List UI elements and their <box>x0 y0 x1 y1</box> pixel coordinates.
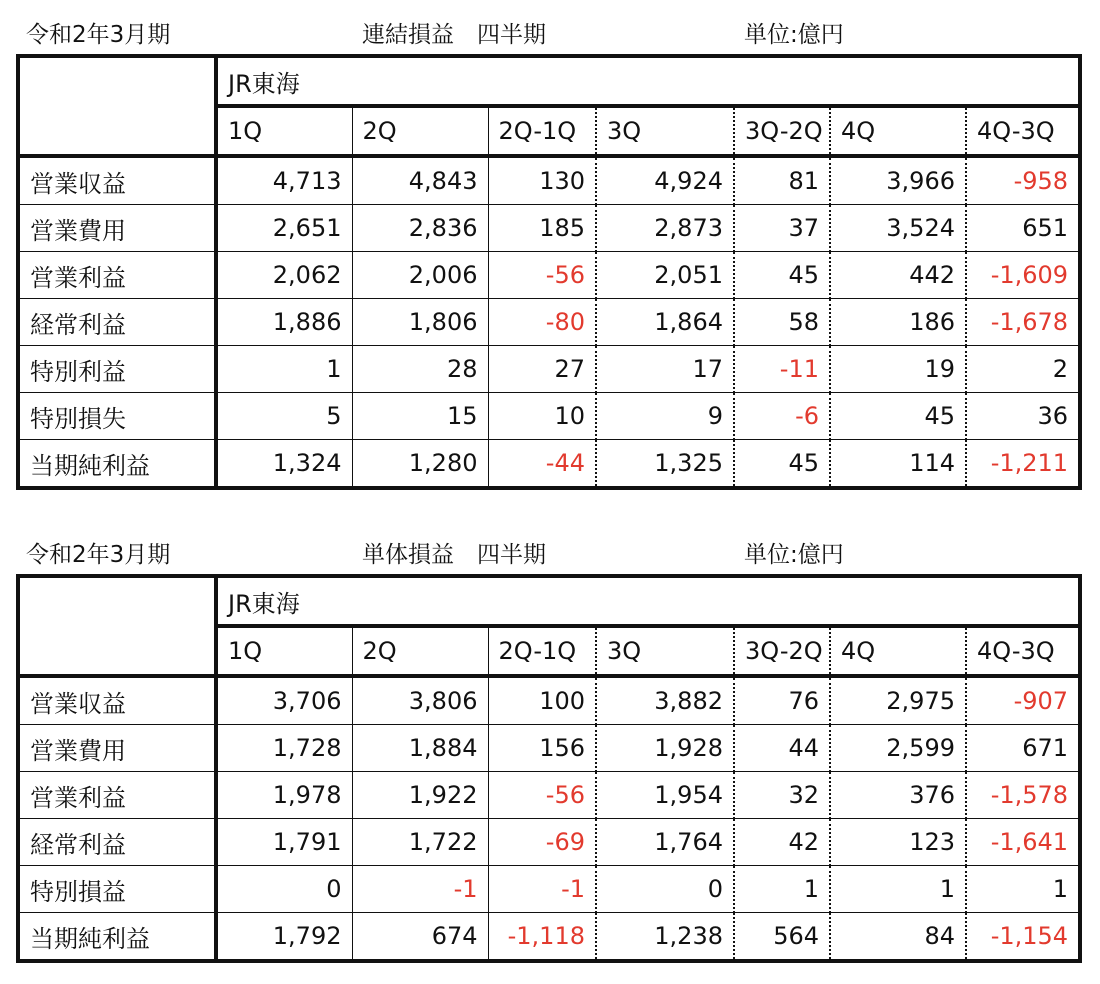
column-header: 1Q <box>216 626 352 676</box>
value-cell: -56 <box>488 772 596 819</box>
row-label: 営業収益 <box>18 156 216 205</box>
value-cell: 651 <box>966 205 1080 252</box>
corner-cell <box>18 56 216 156</box>
company-header-row <box>18 56 1080 106</box>
company-name: JR東海 <box>216 56 1080 106</box>
table-row <box>18 299 1080 346</box>
value-cell: 28 <box>352 346 488 393</box>
row-label: 営業費用 <box>18 205 216 252</box>
unit-label: 単位:億円 <box>744 542 844 568</box>
value-cell: -44 <box>488 440 596 489</box>
row-label: 営業収益 <box>18 676 216 725</box>
unit-label: 単位:億円 <box>744 22 844 48</box>
standalone-table <box>16 574 1082 963</box>
column-header: 1Q <box>216 106 352 156</box>
column-header: 3Q-2Q <box>734 106 830 156</box>
table-row <box>18 440 1080 489</box>
value-cell: 45 <box>734 440 830 489</box>
value-cell: 2 <box>966 346 1080 393</box>
value-cell: 84 <box>830 913 966 962</box>
value-cell: 4,924 <box>596 156 734 205</box>
company-header-row <box>18 576 1080 626</box>
table-row <box>18 205 1080 252</box>
fiscal-period: 令和2年3月期 <box>26 542 171 568</box>
value-cell: -1 <box>488 866 596 913</box>
value-cell: 81 <box>734 156 830 205</box>
row-label: 特別利益 <box>18 346 216 393</box>
column-header: 4Q-3Q <box>966 626 1080 676</box>
value-cell: 1,792 <box>216 913 352 962</box>
value-cell: 58 <box>734 299 830 346</box>
value-cell: 2,051 <box>596 252 734 299</box>
value-cell: 1,886 <box>216 299 352 346</box>
column-header: 3Q <box>596 626 734 676</box>
row-label: 営業利益 <box>18 252 216 299</box>
value-cell: 1 <box>966 866 1080 913</box>
column-header: 2Q-1Q <box>488 106 596 156</box>
value-cell: 17 <box>596 346 734 393</box>
value-cell: 1 <box>216 346 352 393</box>
value-cell: 186 <box>830 299 966 346</box>
value-cell: 1,324 <box>216 440 352 489</box>
value-cell: 19 <box>830 346 966 393</box>
value-cell: -1,118 <box>488 913 596 962</box>
value-cell: 1,728 <box>216 725 352 772</box>
standalone-section <box>16 534 1078 963</box>
value-cell: 2,651 <box>216 205 352 252</box>
value-cell: 1,864 <box>596 299 734 346</box>
value-cell: 1,884 <box>352 725 488 772</box>
value-cell: -1,641 <box>966 819 1080 866</box>
value-cell: 32 <box>734 772 830 819</box>
value-cell: 2,836 <box>352 205 488 252</box>
value-cell: 4,713 <box>216 156 352 205</box>
value-cell: 2,873 <box>596 205 734 252</box>
row-label: 特別損失 <box>18 393 216 440</box>
value-cell: 4,843 <box>352 156 488 205</box>
value-cell: -1,154 <box>990 922 1069 950</box>
value-cell: -1,578 <box>966 772 1080 819</box>
company-name: JR東海 <box>216 576 1080 626</box>
value-cell: 114 <box>830 440 966 489</box>
value-cell: 2,062 <box>216 252 352 299</box>
value-cell: 0 <box>216 866 352 913</box>
value-cell: -80 <box>488 299 596 346</box>
value-cell: 0 <box>596 866 734 913</box>
value-cell: 376 <box>830 772 966 819</box>
value-cell: 5 <box>216 393 352 440</box>
table-header-line <box>16 14 1078 54</box>
table-row <box>18 393 1080 440</box>
table-row <box>18 866 1080 913</box>
value-cell: -1,609 <box>966 252 1080 299</box>
value-cell: 2,975 <box>830 676 966 725</box>
value-cell: 27 <box>488 346 596 393</box>
column-header: 4Q-3Q <box>966 106 1080 156</box>
value-cell: 156 <box>488 725 596 772</box>
table-row <box>18 676 1080 725</box>
value-cell: 15 <box>352 393 488 440</box>
value-cell: 2,599 <box>830 725 966 772</box>
value-cell: 1,806 <box>352 299 488 346</box>
value-cell: 10 <box>488 393 596 440</box>
table-row <box>18 725 1080 772</box>
table-title: 連結損益 四半期 <box>362 22 546 48</box>
value-cell: 45 <box>830 393 966 440</box>
value-cell: 1,280 <box>352 440 488 489</box>
value-cell: 3,706 <box>216 676 352 725</box>
value-cell: 45 <box>734 252 830 299</box>
value-cell: -56 <box>488 252 596 299</box>
table-title: 単体損益 四半期 <box>362 542 546 568</box>
value-cell: 37 <box>734 205 830 252</box>
table-row <box>18 819 1080 866</box>
row-label: 当期純利益 <box>18 913 216 962</box>
row-label: 特別損益 <box>18 866 216 913</box>
corner-cell <box>18 576 216 676</box>
value-cell: 3,882 <box>596 676 734 725</box>
table-row <box>18 913 1080 962</box>
value-cell: -1 <box>352 866 488 913</box>
value-cell: -6 <box>734 393 830 440</box>
value-cell: -958 <box>966 156 1080 205</box>
column-header: 3Q-2Q <box>734 626 830 676</box>
value-cell: 1,928 <box>596 725 734 772</box>
value-cell: 42 <box>734 819 830 866</box>
value-cell: 123 <box>830 819 966 866</box>
value-cell: 1,978 <box>216 772 352 819</box>
value-cell: -907 <box>966 676 1080 725</box>
value-cell: 100 <box>488 676 596 725</box>
value-cell: 185 <box>488 205 596 252</box>
column-header: 4Q <box>830 106 966 156</box>
row-label: 営業利益 <box>18 772 216 819</box>
consolidated-section <box>16 14 1078 490</box>
row-label: 営業費用 <box>18 725 216 772</box>
value-cell: -1,211 <box>990 449 1069 477</box>
value-cell: 36 <box>966 393 1080 440</box>
value-cell: 3,806 <box>352 676 488 725</box>
value-cell: 3,524 <box>830 205 966 252</box>
row-label: 当期純利益 <box>18 440 216 489</box>
value-cell: 671 <box>966 725 1080 772</box>
value-cell: 442 <box>830 252 966 299</box>
value-cell: 1,722 <box>352 819 488 866</box>
value-cell: 1,791 <box>216 819 352 866</box>
value-cell: 2,006 <box>352 252 488 299</box>
value-cell: 3,966 <box>830 156 966 205</box>
value-cell: 130 <box>488 156 596 205</box>
value-cell: -1,678 <box>966 299 1080 346</box>
value-cell: 76 <box>734 676 830 725</box>
value-cell: 1,238 <box>596 913 734 962</box>
value-cell: 564 <box>734 913 830 962</box>
value-cell: 1,325 <box>596 440 734 489</box>
value-cell: 9 <box>596 393 734 440</box>
column-header: 2Q-1Q <box>488 626 596 676</box>
value-cell: 674 <box>352 913 488 962</box>
table-row <box>18 772 1080 819</box>
consolidated-table <box>16 54 1082 490</box>
table-row <box>18 346 1080 393</box>
table-row <box>18 156 1080 205</box>
table-row <box>18 252 1080 299</box>
fiscal-period: 令和2年3月期 <box>26 22 171 48</box>
column-header: 2Q <box>352 106 488 156</box>
row-label: 経常利益 <box>18 819 216 866</box>
value-cell: 1 <box>734 866 830 913</box>
column-header: 4Q <box>830 626 966 676</box>
value-cell: 1 <box>830 866 966 913</box>
value-cell: 1,922 <box>352 772 488 819</box>
column-header: 3Q <box>596 106 734 156</box>
value-cell: 1,764 <box>596 819 734 866</box>
table-header-line <box>16 534 1078 574</box>
value-cell: 1,954 <box>596 772 734 819</box>
column-header: 2Q <box>352 626 488 676</box>
value-cell: -11 <box>734 346 830 393</box>
value-cell: -69 <box>488 819 596 866</box>
row-label: 経常利益 <box>18 299 216 346</box>
value-cell: 44 <box>734 725 830 772</box>
